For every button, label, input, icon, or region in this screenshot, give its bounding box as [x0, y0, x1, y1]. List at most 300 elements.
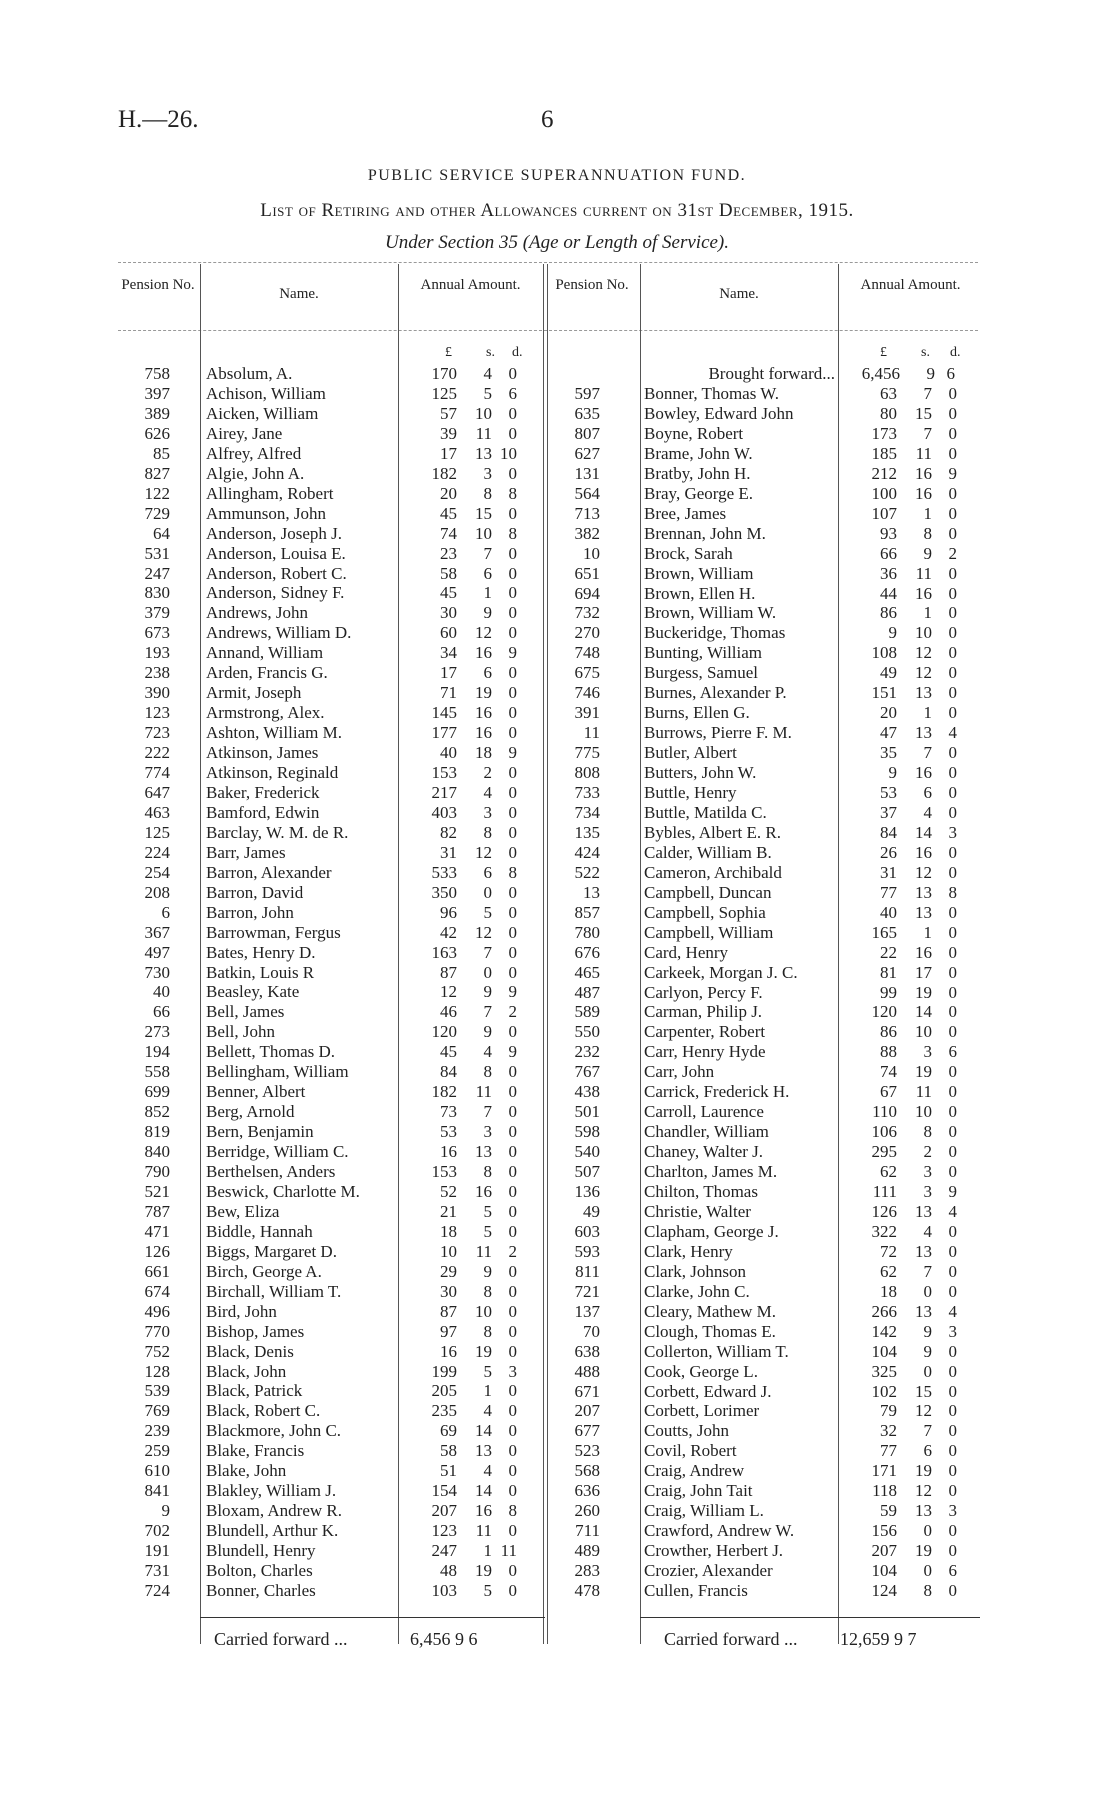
amount-pounds: 87: [440, 1301, 457, 1321]
amount-pence: 0: [948, 663, 957, 683]
amount-pounds: 124: [871, 1581, 897, 1600]
pension-number: 787: [144, 1201, 170, 1221]
amount-pounds: 22: [880, 942, 897, 962]
amount-pounds: 81: [880, 962, 897, 982]
table-row: [0, 1501, 1114, 1521]
amount-pounds: 10: [440, 1241, 457, 1261]
amount-header-right: Annual Amount.: [860, 277, 961, 293]
pensioner-name: Clough, Thomas E.: [644, 1321, 776, 1341]
name-header-right: Name.: [719, 286, 759, 302]
amount-pounds: 46: [440, 1002, 457, 1022]
pensioner-name: Ammunson, John: [206, 503, 326, 523]
amount-pounds: 126: [871, 1201, 897, 1221]
amount-pounds: 207: [871, 1541, 897, 1561]
amount-pounds: 207: [431, 1501, 457, 1521]
pensioner-name: Covil, Robert: [644, 1441, 737, 1461]
pensioner-name: Barclay, W. M. de R.: [206, 822, 349, 842]
pensioner-name: Blundell, Arthur K.: [206, 1521, 339, 1541]
pension-number: 734: [574, 802, 600, 822]
amount-shillings: 13: [915, 683, 932, 703]
table-row: [0, 424, 1114, 444]
pension-number: 207: [574, 1401, 600, 1421]
amount-pence: 0: [508, 1521, 517, 1541]
pensioner-name: Bolton, Charles: [206, 1561, 313, 1580]
amount-pounds: 104: [871, 1561, 897, 1581]
amount-pence: 0: [508, 922, 517, 942]
amount-pounds: 177: [431, 723, 457, 743]
pension-number: 729: [144, 503, 170, 523]
amount-pounds: 199: [431, 1361, 457, 1381]
amount-pence: 0: [508, 1441, 517, 1461]
amount-shillings: 13: [915, 882, 932, 902]
pensioner-name: Burns, Ellen G.: [644, 703, 750, 723]
amount-pence: 0: [508, 1102, 517, 1122]
amount-shillings: 19: [475, 683, 492, 703]
table-row: [0, 1322, 1114, 1342]
pensioner-name: Anderson, Sidney F.: [206, 583, 345, 603]
brought-forward-pounds: 6,456: [861, 364, 900, 383]
amount-shillings: 5: [483, 1201, 492, 1221]
amount-pence: 0: [948, 423, 957, 443]
amount-shillings: 9: [483, 1261, 492, 1281]
amount-header-left: Annual Amount.: [420, 277, 521, 293]
pension-number: 260: [574, 1501, 600, 1521]
amount-shillings: 15: [915, 1381, 932, 1401]
pensioner-name: Anderson, Robert C.: [206, 563, 347, 583]
amount-shillings: 10: [915, 1022, 932, 1042]
amount-pence: 10: [500, 443, 517, 463]
section-note: Under Section 35 (Age or Length of Service).: [384, 232, 730, 253]
amount-shillings: 13: [915, 723, 932, 743]
pension-number: 564: [574, 483, 600, 503]
pensioner-name: Barrowman, Fergus: [206, 922, 341, 942]
pensioner-name: Campbell, William: [644, 922, 774, 942]
amount-shillings: 8: [483, 483, 492, 503]
amount-pence: 8: [508, 1501, 517, 1521]
pensioner-name: Bellett, Thomas D.: [206, 1042, 336, 1062]
amount-pence: 8: [508, 483, 517, 503]
pensioner-name: Allingham, Robert: [206, 483, 334, 503]
amount-pence: 0: [948, 1062, 957, 1082]
amount-pounds: 100: [871, 483, 897, 503]
amount-shillings: 15: [915, 403, 932, 423]
pensioner-name: Birch, George A.: [206, 1261, 322, 1281]
amount-pence: 0: [508, 603, 517, 623]
pensioner-name: Anderson, Louisa E.: [206, 543, 346, 563]
amount-pence: 0: [508, 962, 517, 982]
amount-pounds: 120: [431, 1022, 457, 1042]
table-row: [0, 1062, 1114, 1082]
amount-pounds: 69: [440, 1421, 457, 1441]
amount-pounds: 153: [431, 1162, 457, 1181]
amount-shillings: 16: [475, 1501, 492, 1521]
pension-number: 732: [574, 603, 600, 623]
pensioner-name: Armstrong, Alex.: [206, 703, 325, 723]
amount-pounds: 142: [871, 1321, 897, 1341]
amount-pence: 2: [948, 543, 957, 563]
table-row: [0, 623, 1114, 643]
shillings-unit-right: s.: [921, 345, 930, 360]
table-row: [0, 524, 1114, 544]
amount-pounds: 60: [440, 623, 457, 643]
pensioner-name: Buttle, Matilda C.: [644, 802, 767, 822]
pensioner-name: Burnes, Alexander P.: [644, 683, 787, 703]
amount-pounds: 42: [440, 922, 457, 942]
amount-shillings: 11: [915, 443, 932, 463]
pensioner-name: Achison, William: [206, 383, 326, 403]
pensioner-name: Bonner, Thomas W.: [644, 384, 780, 403]
table-row: [0, 1421, 1114, 1441]
amount-pence: 8: [508, 523, 517, 543]
amount-pence: 0: [508, 1561, 517, 1580]
amount-pence: 0: [508, 802, 517, 822]
pension-number: 811: [575, 1261, 600, 1281]
amount-shillings: 13: [915, 1201, 932, 1221]
amount-shillings: 1: [923, 503, 932, 523]
amount-pounds: 12: [440, 982, 457, 1002]
pension-number: 224: [144, 842, 170, 862]
pensioner-name: Berg, Arnold: [206, 1102, 295, 1122]
amount-shillings: 3: [923, 1182, 932, 1201]
pension-number: 733: [574, 783, 600, 802]
amount-pence: 0: [508, 1261, 517, 1281]
amount-pence: 3: [508, 1361, 517, 1381]
amount-pounds: 79: [880, 1401, 897, 1421]
left-carried-forward-amount: 6,456 9 6: [410, 1629, 478, 1649]
pensioner-name: Bunting, William: [644, 643, 763, 663]
table-row: [0, 1242, 1114, 1262]
amount-pounds: 86: [880, 1022, 897, 1042]
amount-pence: 0: [508, 1381, 517, 1401]
table-row: [0, 1202, 1114, 1222]
pensioner-name: Butters, John W.: [644, 763, 757, 783]
amount-shillings: 12: [475, 623, 492, 643]
pension-number: 661: [144, 1261, 170, 1281]
pension-number: 471: [144, 1221, 170, 1241]
pensioner-name: Clapham, George J.: [644, 1221, 779, 1241]
amount-pence: 0: [948, 443, 957, 463]
amount-shillings: 14: [915, 822, 932, 842]
amount-pence: 0: [508, 403, 517, 423]
pension-number: 841: [144, 1481, 170, 1501]
amount-shillings: 7: [923, 1421, 932, 1441]
pension-number: 131: [574, 463, 600, 483]
pensioner-name: Bird, John: [206, 1301, 277, 1321]
amount-pence: 2: [508, 1241, 517, 1261]
amount-pence: 0: [948, 643, 957, 663]
pension-number: 671: [574, 1381, 600, 1401]
amount-pounds: 77: [880, 882, 897, 902]
pensioner-name: Andrews, William D.: [206, 623, 352, 643]
amount-pounds: 53: [880, 783, 897, 802]
amount-shillings: 2: [483, 763, 492, 782]
pensioner-name: Buckeridge, Thomas: [644, 623, 786, 643]
amount-pence: 9: [508, 982, 517, 1002]
pensioner-name: Carpenter, Robert: [644, 1022, 766, 1042]
amount-pence: 0: [948, 1002, 957, 1022]
pensioner-name: Buttle, Henry: [644, 783, 737, 802]
pension-number: 438: [574, 1082, 600, 1102]
amount-pounds: 106: [871, 1122, 897, 1142]
pension-number: 568: [574, 1461, 600, 1481]
amount-pounds: 102: [871, 1381, 897, 1401]
pension-number: 40: [153, 982, 170, 1002]
pension-number: 819: [144, 1122, 170, 1142]
amount-pounds: 45: [440, 1042, 457, 1062]
amount-shillings: 12: [475, 842, 492, 862]
amount-pounds: 97: [440, 1321, 457, 1341]
amount-pence: 0: [948, 1341, 957, 1361]
pensioner-name: Clark, Henry: [644, 1241, 733, 1261]
pension-number: 780: [574, 922, 600, 942]
pensioner-name: Chaney, Walter J.: [644, 1142, 764, 1162]
amount-shillings: 16: [475, 703, 492, 723]
amount-pounds: 72: [880, 1241, 897, 1261]
amount-shillings: 3: [483, 463, 492, 483]
pensioner-name: Algie, John A.: [206, 463, 305, 483]
amount-shillings: 12: [915, 1481, 932, 1501]
amount-pounds: 48: [440, 1561, 457, 1580]
amount-shillings: 19: [915, 1461, 932, 1481]
amount-pounds: 26: [880, 842, 897, 862]
amount-pence: 0: [948, 982, 957, 1002]
pension-number: 391: [574, 703, 600, 723]
pension-number: 128: [144, 1361, 170, 1381]
table-row: [0, 1541, 1114, 1561]
amount-pence: 0: [508, 842, 517, 862]
pensioner-name: Cleary, Mathew M.: [644, 1301, 777, 1321]
pensioner-name: Carkeek, Morgan J. C.: [644, 962, 798, 982]
amount-shillings: 1: [483, 583, 492, 603]
amount-pence: 0: [508, 902, 517, 922]
amount-shillings: 8: [923, 1122, 932, 1142]
pounds-unit-left: £: [445, 345, 452, 360]
list-title: List of Retiring and other Allowances current on 31st December, 1915.: [260, 200, 854, 221]
amount-pounds: 37: [880, 802, 897, 822]
amount-pence: 0: [948, 583, 957, 603]
pensioner-name: Aicken, William: [206, 403, 319, 423]
pensioner-name: Black, Patrick: [206, 1381, 303, 1401]
pension-number: 382: [574, 523, 600, 543]
amount-shillings: 9: [923, 1341, 932, 1361]
pension-number: 539: [144, 1381, 170, 1401]
pensioner-name: Bates, Henry D.: [206, 942, 316, 962]
table-row: [0, 923, 1114, 943]
pensioner-name: Bowley, Edward John: [644, 403, 794, 423]
amount-pence: 0: [948, 783, 957, 802]
table-row: [0, 1302, 1114, 1322]
pension-number: 635: [574, 403, 600, 423]
pensioner-name: Biddle, Hannah: [206, 1221, 313, 1241]
pensioner-name: Black, John: [206, 1361, 287, 1381]
amount-shillings: 19: [915, 982, 932, 1002]
amount-pounds: 182: [431, 463, 457, 483]
right-carried-forward-amount: 12,659 9 7: [840, 1629, 917, 1649]
table-row: [0, 1082, 1114, 1102]
table-row: [0, 943, 1114, 963]
pension-number: 6: [161, 902, 170, 922]
amount-pounds: 266: [871, 1301, 897, 1321]
table-row: [0, 444, 1114, 464]
amount-pounds: 30: [440, 603, 457, 623]
amount-pounds: 17: [440, 663, 457, 683]
pensioner-name: Black, Denis: [206, 1341, 294, 1361]
amount-shillings: 10: [915, 623, 932, 643]
amount-pence: 0: [508, 583, 517, 603]
amount-shillings: 16: [475, 723, 492, 743]
pension-number: 531: [144, 543, 170, 563]
pension-number: 540: [574, 1142, 600, 1162]
amount-pounds: 35: [880, 743, 897, 763]
pension-number: 389: [144, 403, 170, 423]
amount-pence: 0: [948, 842, 957, 862]
amount-pounds: 74: [880, 1062, 897, 1082]
amount-pence: 0: [508, 1321, 517, 1341]
amount-pounds: 45: [440, 503, 457, 523]
brought-forward-pence: 6: [946, 364, 955, 383]
pension-number: 522: [574, 862, 600, 882]
amount-shillings: 11: [915, 1082, 932, 1102]
pension-no-header-right: Pension No.: [555, 277, 629, 293]
pensioner-name: Bishop, James: [206, 1321, 305, 1341]
amount-shillings: 7: [923, 423, 932, 443]
amount-shillings: 4: [483, 1042, 492, 1062]
amount-shillings: 0: [483, 882, 492, 902]
table-row: [0, 1521, 1114, 1541]
amount-pence: 0: [948, 1022, 957, 1042]
pension-number: 748: [574, 643, 600, 663]
pension-number: 647: [144, 782, 170, 802]
amount-shillings: 16: [475, 1181, 492, 1201]
amount-pounds: 170: [431, 364, 457, 383]
pensioner-name: Bell, James: [206, 1002, 285, 1022]
amount-shillings: 7: [483, 1102, 492, 1122]
amount-pence: 3: [948, 1321, 957, 1341]
amount-pounds: 235: [431, 1401, 457, 1421]
pension-number: 808: [574, 763, 600, 783]
amount-pounds: 9: [888, 623, 897, 643]
pension-number: 770: [144, 1321, 170, 1341]
amount-shillings: 8: [483, 1162, 492, 1181]
pensioner-name: Carrick, Frederick H.: [644, 1082, 790, 1102]
amount-pounds: 182: [431, 1082, 457, 1102]
amount-pence: 0: [948, 763, 957, 783]
amount-pence: 0: [948, 1082, 957, 1102]
pension-number: 521: [144, 1181, 170, 1201]
pensioner-name: Bamford, Edwin: [206, 802, 320, 822]
amount-pounds: 21: [440, 1201, 457, 1221]
pension-number: 636: [574, 1481, 600, 1501]
pension-number: 397: [144, 383, 170, 403]
amount-pounds: 31: [440, 842, 457, 862]
table-row: [0, 464, 1114, 484]
amount-pounds: 322: [871, 1221, 897, 1241]
amount-pounds: 29: [440, 1261, 457, 1281]
amount-pence: 0: [508, 1281, 517, 1301]
pensioner-name: Craig, John Tait: [644, 1481, 753, 1501]
amount-shillings: 9: [483, 1022, 492, 1042]
amount-pence: 0: [508, 942, 517, 962]
amount-pence: 0: [508, 623, 517, 643]
pension-number: 830: [144, 583, 170, 603]
pension-no-header-left: Pension No.: [121, 277, 195, 293]
amount-pence: 0: [948, 962, 957, 982]
pensioner-name: Carroll, Laurence: [644, 1102, 764, 1122]
pension-number: 807: [574, 423, 600, 443]
amount-shillings: 13: [915, 1241, 932, 1261]
table-row: [0, 1481, 1114, 1501]
amount-shillings: 0: [923, 1361, 932, 1381]
amount-pounds: 45: [440, 583, 457, 603]
amount-shillings: 16: [915, 842, 932, 862]
pensioner-name: Andrews, John: [206, 603, 308, 623]
pensioner-name: Cook, George L.: [644, 1361, 758, 1381]
amount-pence: 0: [508, 1082, 517, 1102]
amount-pence: 0: [948, 603, 957, 623]
pension-number: 390: [144, 683, 170, 703]
table-row: [0, 1282, 1114, 1302]
amount-pence: 0: [948, 1361, 957, 1381]
amount-pounds: 34: [440, 643, 457, 663]
pension-number: 497: [144, 942, 170, 962]
pensioner-name: Benner, Albert: [206, 1082, 306, 1102]
amount-pence: 4: [948, 723, 957, 743]
amount-pence: 9: [508, 743, 517, 763]
pension-number: 769: [144, 1401, 170, 1421]
amount-shillings: 0: [923, 1281, 932, 1301]
amount-pence: 0: [948, 683, 957, 703]
amount-shillings: 13: [915, 1501, 932, 1521]
pensioner-name: Campbell, Sophia: [644, 902, 766, 922]
pensioner-name: Brame, John W.: [644, 443, 753, 463]
pensioner-name: Crozier, Alexander: [644, 1561, 773, 1581]
amount-shillings: 14: [475, 1421, 492, 1441]
table-row: [0, 803, 1114, 823]
table-row: [0, 1022, 1114, 1042]
pensioner-name: Annand, William: [206, 643, 324, 663]
amount-pence: 0: [948, 1441, 957, 1461]
amount-pounds: 173: [871, 423, 897, 443]
table-row: [0, 1142, 1114, 1162]
amount-shillings: 11: [475, 1241, 492, 1261]
amount-pence: 0: [508, 1122, 517, 1142]
amount-pounds: 171: [871, 1461, 897, 1481]
table-row: [0, 1162, 1114, 1182]
pensioner-name: Blake, John: [206, 1461, 287, 1481]
amount-pounds: 403: [431, 802, 457, 822]
pensioner-name: Craig, William L.: [644, 1501, 764, 1521]
pension-number: 9: [161, 1501, 170, 1521]
pensioner-name: Crowther, Herbert J.: [644, 1541, 784, 1561]
pension-number: 711: [575, 1521, 600, 1541]
table-row: [0, 1342, 1114, 1362]
amount-shillings: 6: [483, 563, 492, 583]
amount-pence: 0: [508, 1301, 517, 1321]
amount-pence: 0: [948, 384, 957, 403]
pension-number: 487: [574, 982, 600, 1002]
table-row: [0, 584, 1114, 604]
pension-number: 135: [574, 822, 600, 842]
amount-shillings: 11: [475, 423, 492, 443]
amount-pence: 0: [508, 1461, 517, 1481]
pensioner-name: Craig, Andrew: [644, 1461, 745, 1481]
amount-shillings: 0: [483, 962, 492, 982]
right-total-rule: [640, 1617, 980, 1618]
amount-pounds: 295: [871, 1142, 897, 1162]
pensioner-name: Carlyon, Percy F.: [644, 982, 763, 1002]
amount-pounds: 53: [440, 1122, 457, 1142]
amount-pence: 0: [948, 1122, 957, 1142]
